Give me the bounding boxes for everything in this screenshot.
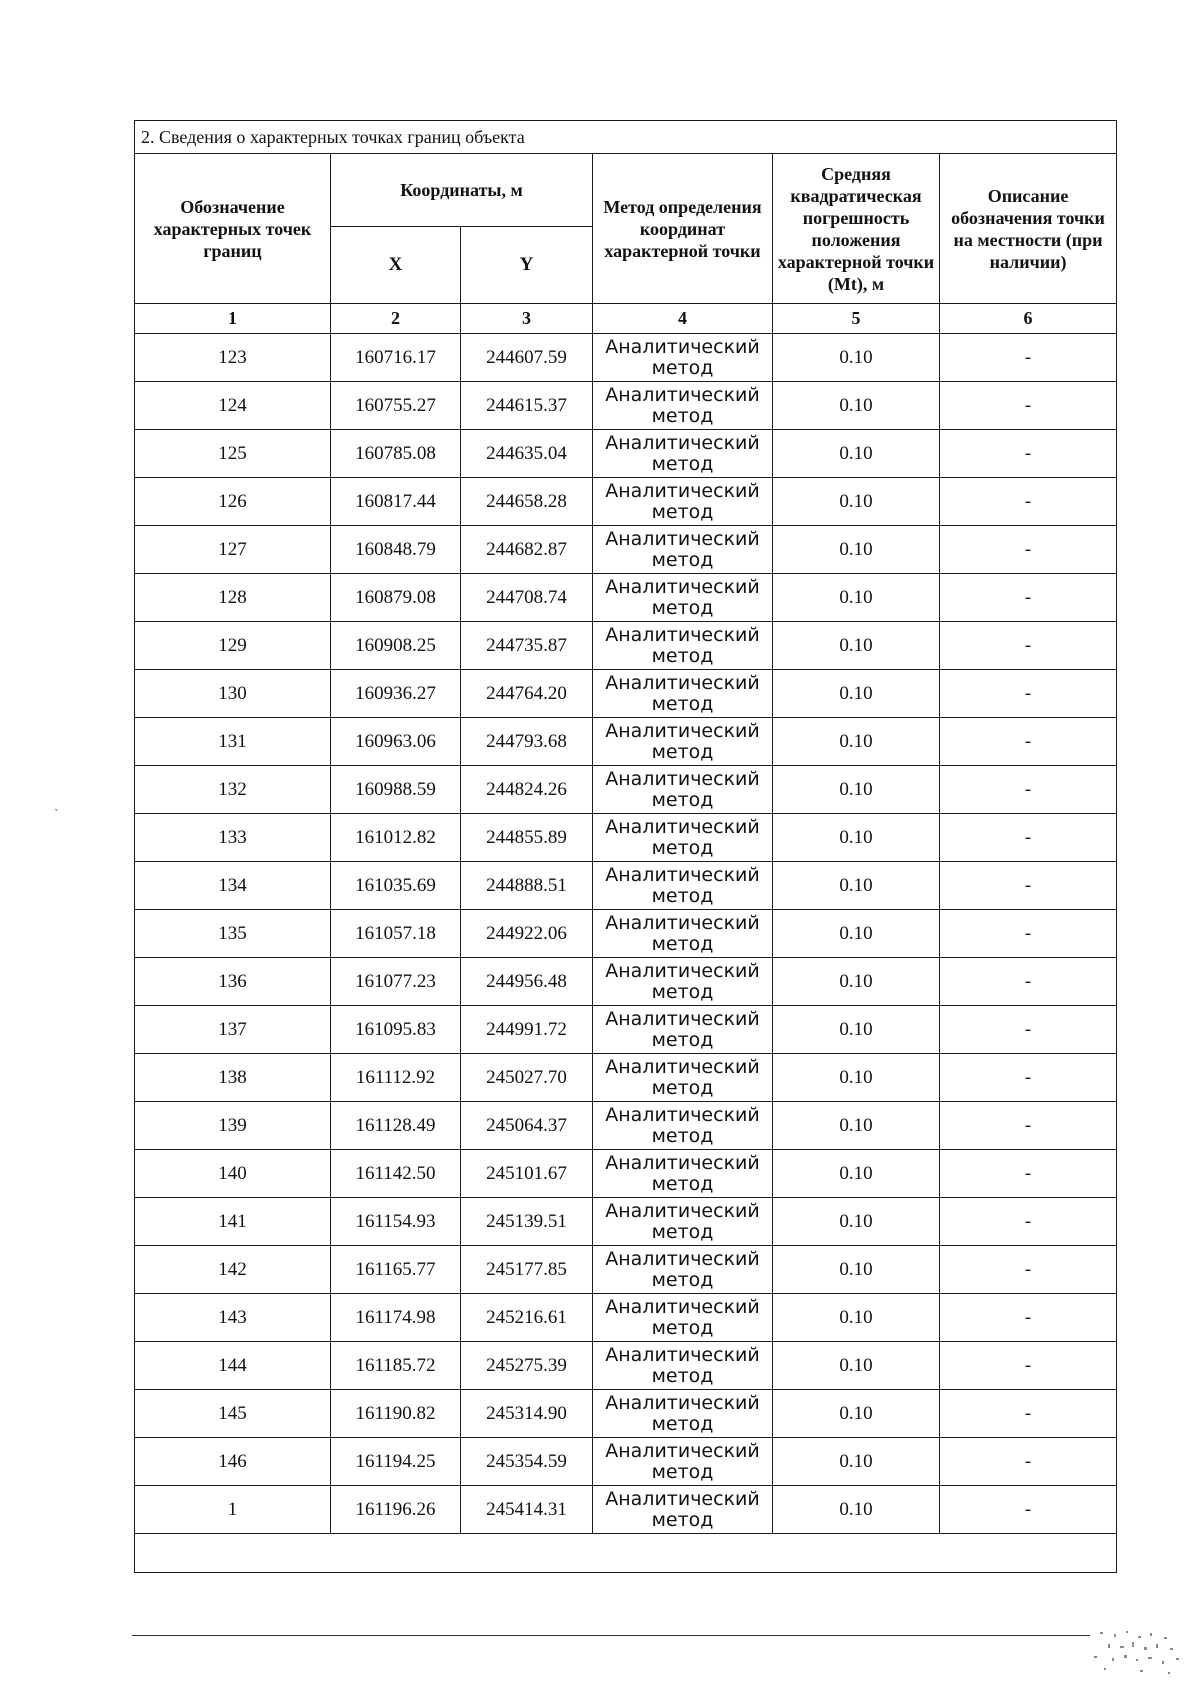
- point-number-cell: 135: [135, 910, 331, 958]
- x-coordinate-cell: 161190.82: [331, 1390, 461, 1438]
- method-cell: Аналитический метод: [593, 910, 773, 958]
- y-coordinate-cell: 244855.89: [461, 814, 593, 862]
- mt-error-cell: 0.10: [773, 1342, 940, 1390]
- table-row: [135, 574, 1117, 622]
- point-number-cell: 141: [135, 1198, 331, 1246]
- description-cell: -: [940, 1342, 1117, 1390]
- x-coordinate-cell: 161112.92: [331, 1054, 461, 1102]
- boundary-points-table: [134, 120, 1117, 1573]
- x-coordinate-cell: 160879.08: [331, 574, 461, 622]
- table-row: [135, 526, 1117, 574]
- header-x: X: [331, 227, 461, 304]
- x-coordinate-cell: 161185.72: [331, 1342, 461, 1390]
- description-cell: -: [940, 862, 1117, 910]
- mt-error-cell: 0.10: [773, 910, 940, 958]
- method-cell: Аналитический метод: [593, 1054, 773, 1102]
- method-cell: Аналитический метод: [593, 622, 773, 670]
- y-coordinate-cell: 244793.68: [461, 718, 593, 766]
- description-cell: -: [940, 1102, 1117, 1150]
- mt-error-cell: 0.10: [773, 862, 940, 910]
- table-row: [135, 1486, 1117, 1534]
- point-number-cell: 137: [135, 1006, 331, 1054]
- mt-error-cell: 0.10: [773, 382, 940, 430]
- method-cell: Аналитический метод: [593, 1390, 773, 1438]
- x-coordinate-cell: 160963.06: [331, 718, 461, 766]
- point-number-cell: 124: [135, 382, 331, 430]
- description-cell: -: [940, 430, 1117, 478]
- y-coordinate-cell: 244607.59: [461, 334, 593, 382]
- y-coordinate-cell: 244708.74: [461, 574, 593, 622]
- y-coordinate-cell: 244615.37: [461, 382, 593, 430]
- x-coordinate-cell: 160817.44: [331, 478, 461, 526]
- method-cell: Аналитический метод: [593, 526, 773, 574]
- method-cell: Аналитический метод: [593, 814, 773, 862]
- point-number-cell: 128: [135, 574, 331, 622]
- y-coordinate-cell: 244956.48: [461, 958, 593, 1006]
- description-cell: -: [940, 670, 1117, 718]
- method-cell: Аналитический метод: [593, 1486, 773, 1534]
- mt-error-cell: 0.10: [773, 766, 940, 814]
- description-cell: -: [940, 1246, 1117, 1294]
- description-cell: -: [940, 910, 1117, 958]
- point-number-cell: 129: [135, 622, 331, 670]
- point-number-cell: 125: [135, 430, 331, 478]
- mt-error-cell: 0.10: [773, 670, 940, 718]
- x-coordinate-cell: 161095.83: [331, 1006, 461, 1054]
- x-coordinate-cell: 161035.69: [331, 862, 461, 910]
- empty-row: [135, 1534, 1117, 1573]
- y-coordinate-cell: 244682.87: [461, 526, 593, 574]
- table-row: [135, 1390, 1117, 1438]
- description-cell: -: [940, 1438, 1117, 1486]
- y-coordinate-cell: 245314.90: [461, 1390, 593, 1438]
- y-coordinate-cell: 245101.67: [461, 1150, 593, 1198]
- y-coordinate-cell: 245275.39: [461, 1342, 593, 1390]
- description-cell: -: [940, 1150, 1117, 1198]
- header-error: Средняя квадратическая погрешность положения характерной точки (Mt), м: [773, 154, 940, 304]
- x-coordinate-cell: 161057.18: [331, 910, 461, 958]
- description-cell: -: [940, 718, 1117, 766]
- y-coordinate-cell: 245064.37: [461, 1102, 593, 1150]
- table-row: [135, 430, 1117, 478]
- point-number-cell: 142: [135, 1246, 331, 1294]
- description-cell: -: [940, 1486, 1117, 1534]
- point-number-cell: 138: [135, 1054, 331, 1102]
- header-method: Метод определения координат характерной точки: [593, 154, 773, 304]
- point-number-cell: 136: [135, 958, 331, 1006]
- y-coordinate-cell: 245354.59: [461, 1438, 593, 1486]
- description-cell: -: [940, 1294, 1117, 1342]
- method-cell: Аналитический метод: [593, 766, 773, 814]
- y-coordinate-cell: 244764.20: [461, 670, 593, 718]
- y-coordinate-cell: 245027.70: [461, 1054, 593, 1102]
- point-number-cell: 133: [135, 814, 331, 862]
- description-cell: -: [940, 1054, 1117, 1102]
- y-coordinate-cell: 244824.26: [461, 766, 593, 814]
- mt-error-cell: 0.10: [773, 1246, 940, 1294]
- x-coordinate-cell: 160785.08: [331, 430, 461, 478]
- column-number: 2: [331, 304, 461, 334]
- x-coordinate-cell: 160936.27: [331, 670, 461, 718]
- column-number-row: [135, 304, 1117, 334]
- table-row: [135, 478, 1117, 526]
- description-cell: -: [940, 1006, 1117, 1054]
- method-cell: Аналитический метод: [593, 1150, 773, 1198]
- method-cell: Аналитический метод: [593, 478, 773, 526]
- y-coordinate-cell: 244922.06: [461, 910, 593, 958]
- method-cell: Аналитический метод: [593, 334, 773, 382]
- description-cell: -: [940, 478, 1117, 526]
- x-coordinate-cell: 161194.25: [331, 1438, 461, 1486]
- table-row: [135, 334, 1117, 382]
- table-row: [135, 382, 1117, 430]
- mt-error-cell: 0.10: [773, 1006, 940, 1054]
- header-description: Описание обозначения точки на местности (при наличии): [940, 154, 1117, 304]
- point-number-cell: 132: [135, 766, 331, 814]
- mt-error-cell: 0.10: [773, 1054, 940, 1102]
- x-coordinate-cell: 160908.25: [331, 622, 461, 670]
- point-number-cell: 145: [135, 1390, 331, 1438]
- y-coordinate-cell: 245216.61: [461, 1294, 593, 1342]
- empty-cell: [135, 1534, 1117, 1573]
- x-coordinate-cell: 161154.93: [331, 1198, 461, 1246]
- mt-error-cell: 0.10: [773, 526, 940, 574]
- y-coordinate-cell: 244735.87: [461, 622, 593, 670]
- table-row: [135, 1342, 1117, 1390]
- point-number-cell: 143: [135, 1294, 331, 1342]
- point-number-cell: 126: [135, 478, 331, 526]
- x-coordinate-cell: 160755.27: [331, 382, 461, 430]
- x-coordinate-cell: 161174.98: [331, 1294, 461, 1342]
- x-coordinate-cell: 160988.59: [331, 766, 461, 814]
- x-coordinate-cell: 161012.82: [331, 814, 461, 862]
- mt-error-cell: 0.10: [773, 430, 940, 478]
- method-cell: Аналитический метод: [593, 1294, 773, 1342]
- point-number-cell: 1: [135, 1486, 331, 1534]
- description-cell: -: [940, 574, 1117, 622]
- description-cell: -: [940, 1390, 1117, 1438]
- table-row: [135, 1006, 1117, 1054]
- y-coordinate-cell: 244888.51: [461, 862, 593, 910]
- column-number: 4: [593, 304, 773, 334]
- point-number-cell: 134: [135, 862, 331, 910]
- description-cell: -: [940, 814, 1117, 862]
- column-number: 1: [135, 304, 331, 334]
- mt-error-cell: 0.10: [773, 718, 940, 766]
- table-row: [135, 766, 1117, 814]
- description-cell: -: [940, 526, 1117, 574]
- header-coordinates: Координаты, м: [331, 154, 593, 227]
- x-coordinate-cell: 161165.77: [331, 1246, 461, 1294]
- method-cell: Аналитический метод: [593, 1246, 773, 1294]
- header-y: Y: [461, 227, 593, 304]
- method-cell: Аналитический метод: [593, 574, 773, 622]
- table-row: [135, 1294, 1117, 1342]
- method-cell: Аналитический метод: [593, 1102, 773, 1150]
- header-designation: Обозначение характерных точек границ: [135, 154, 331, 304]
- point-number-cell: 146: [135, 1438, 331, 1486]
- mt-error-cell: 0.10: [773, 1486, 940, 1534]
- x-coordinate-cell: 161077.23: [331, 958, 461, 1006]
- table-row: [135, 910, 1117, 958]
- mt-error-cell: 0.10: [773, 334, 940, 382]
- mt-error-cell: 0.10: [773, 958, 940, 1006]
- mt-error-cell: 0.10: [773, 1390, 940, 1438]
- description-cell: -: [940, 334, 1117, 382]
- point-number-cell: 140: [135, 1150, 331, 1198]
- y-coordinate-cell: 244658.28: [461, 478, 593, 526]
- point-number-cell: 131: [135, 718, 331, 766]
- section-title-row: [135, 121, 1117, 154]
- mt-error-cell: 0.10: [773, 814, 940, 862]
- point-number-cell: 123: [135, 334, 331, 382]
- mt-error-cell: 0.10: [773, 1102, 940, 1150]
- description-cell: -: [940, 958, 1117, 1006]
- x-coordinate-cell: 160716.17: [331, 334, 461, 382]
- description-cell: -: [940, 1198, 1117, 1246]
- y-coordinate-cell: 245139.51: [461, 1198, 593, 1246]
- y-coordinate-cell: 245177.85: [461, 1246, 593, 1294]
- table-row: [135, 1438, 1117, 1486]
- header-row-top: [135, 154, 1117, 227]
- method-cell: Аналитический метод: [593, 670, 773, 718]
- x-coordinate-cell: 161128.49: [331, 1102, 461, 1150]
- point-number-cell: 130: [135, 670, 331, 718]
- method-cell: Аналитический метод: [593, 862, 773, 910]
- method-cell: Аналитический метод: [593, 718, 773, 766]
- mt-error-cell: 0.10: [773, 478, 940, 526]
- column-number: 6: [940, 304, 1117, 334]
- table-row: [135, 1150, 1117, 1198]
- point-number-cell: 127: [135, 526, 331, 574]
- mt-error-cell: 0.10: [773, 1150, 940, 1198]
- scan-stamp-mark: [1080, 1628, 1190, 1680]
- method-cell: Аналитический метод: [593, 382, 773, 430]
- y-coordinate-cell: 245414.31: [461, 1486, 593, 1534]
- table-row: [135, 1102, 1117, 1150]
- column-number: 5: [773, 304, 940, 334]
- table-row: [135, 1198, 1117, 1246]
- x-coordinate-cell: 160848.79: [331, 526, 461, 574]
- method-cell: Аналитический метод: [593, 430, 773, 478]
- description-cell: -: [940, 382, 1117, 430]
- method-cell: Аналитический метод: [593, 1006, 773, 1054]
- point-number-cell: 144: [135, 1342, 331, 1390]
- table-row: [135, 1246, 1117, 1294]
- description-cell: -: [940, 622, 1117, 670]
- method-cell: Аналитический метод: [593, 1198, 773, 1246]
- table-row: [135, 814, 1117, 862]
- column-number: 3: [461, 304, 593, 334]
- y-coordinate-cell: 244635.04: [461, 430, 593, 478]
- point-number-cell: 139: [135, 1102, 331, 1150]
- mt-error-cell: 0.10: [773, 1198, 940, 1246]
- mt-error-cell: 0.10: [773, 1294, 940, 1342]
- table-row: [135, 670, 1117, 718]
- y-coordinate-cell: 244991.72: [461, 1006, 593, 1054]
- mt-error-cell: 0.10: [773, 622, 940, 670]
- section-title: 2. Сведения о характерных точках границ объекта: [135, 121, 1117, 154]
- table-row: [135, 958, 1117, 1006]
- table-row: [135, 862, 1117, 910]
- table-row: [135, 622, 1117, 670]
- mt-error-cell: 0.10: [773, 1438, 940, 1486]
- page-bottom-rule: [132, 1635, 1090, 1636]
- mt-error-cell: 0.10: [773, 574, 940, 622]
- table-row: [135, 718, 1117, 766]
- x-coordinate-cell: 161142.50: [331, 1150, 461, 1198]
- x-coordinate-cell: 161196.26: [331, 1486, 461, 1534]
- table-row: [135, 1054, 1117, 1102]
- scan-speck: ˎ: [54, 797, 59, 812]
- description-cell: -: [940, 766, 1117, 814]
- method-cell: Аналитический метод: [593, 958, 773, 1006]
- method-cell: Аналитический метод: [593, 1342, 773, 1390]
- method-cell: Аналитический метод: [593, 1438, 773, 1486]
